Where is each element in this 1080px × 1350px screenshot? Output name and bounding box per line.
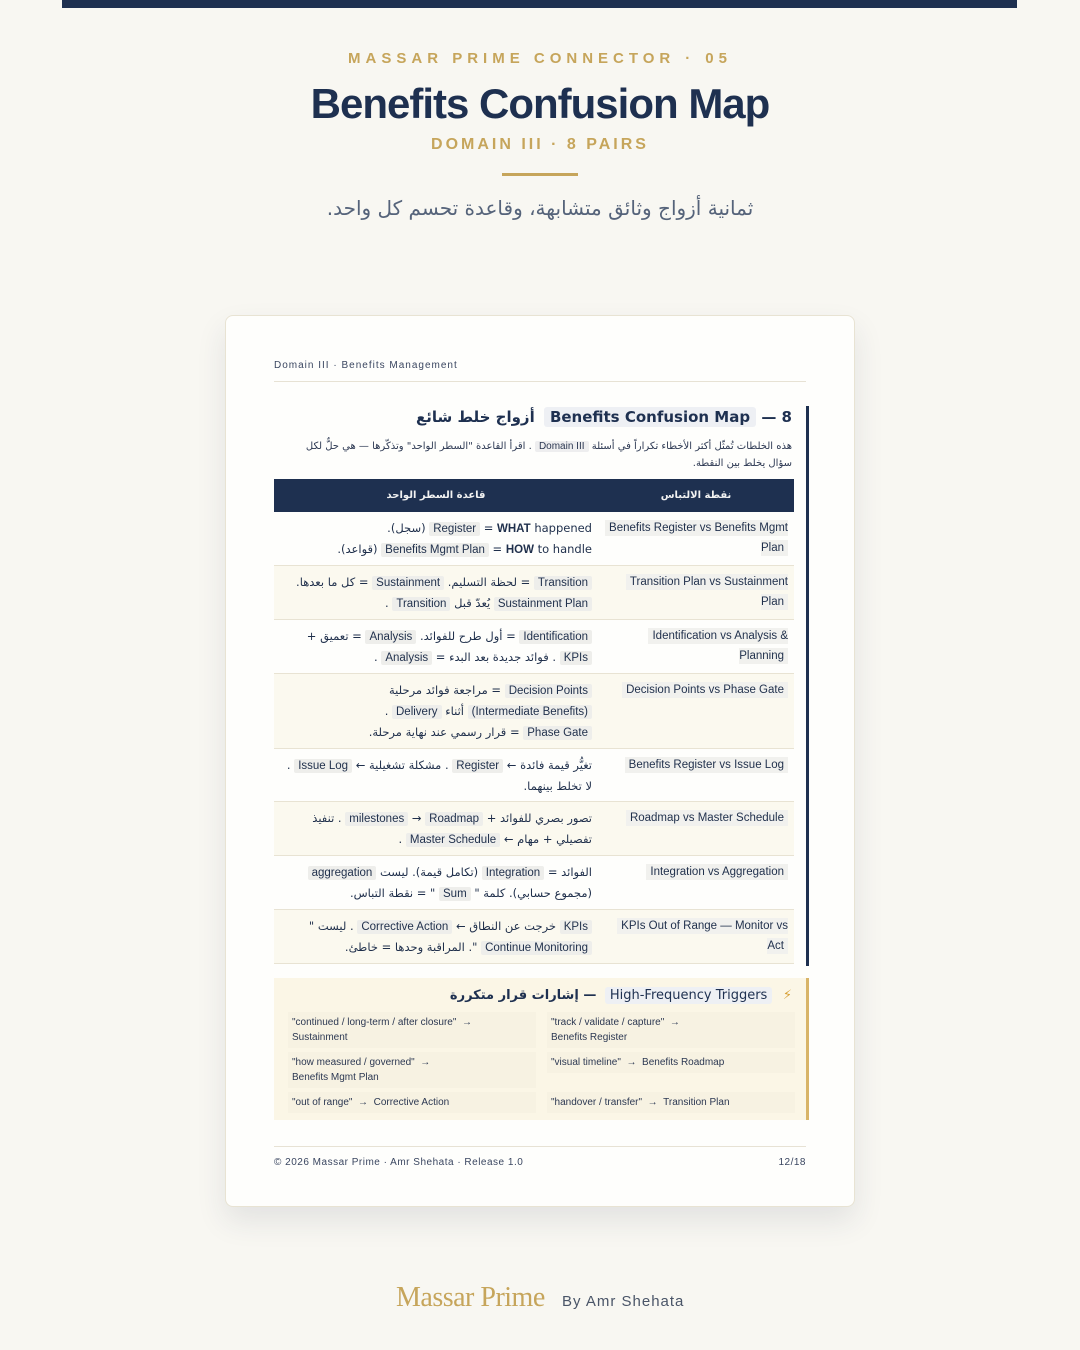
pair-label: Benefits Register vs Issue Log <box>625 757 788 773</box>
footer-copyright: © 2026 Massar Prime · Amr Shehata · Release 1.0 <box>274 1157 524 1168</box>
pair-label: Decision Points vs Phase Gate <box>622 682 788 698</box>
trigger-cue: "continued / long-term / after closure" <box>292 1017 457 1028</box>
triggers-title-ar: — إشارات قرار متكررة <box>449 988 597 1003</box>
term-chip: Transition <box>534 576 592 590</box>
term-chip: Delivery <box>392 705 442 719</box>
rule-text: . فوائد جديدة بعد البدء = <box>435 650 557 664</box>
pair-cell <box>598 749 794 802</box>
term-chip: Sum <box>439 887 471 901</box>
lightning-icon: ⚡ <box>782 988 792 1003</box>
pair-cell <box>598 620 794 674</box>
rule-text: خرجت عن النطاق ← <box>455 919 557 933</box>
term-chip: Issue Log <box>294 759 352 773</box>
page-title: Benefits Confusion Map <box>310 80 770 127</box>
rule-cell <box>274 674 598 749</box>
rule-text: تصور بصري للفوائد + <box>486 811 592 825</box>
term-chip: Decision Points <box>505 684 592 698</box>
trigger-cue: "out of range" <box>292 1097 353 1108</box>
trigger-item <box>288 1052 536 1088</box>
pair-cell <box>598 802 794 856</box>
rule-text: = أول طرح للفوائد. <box>419 629 516 643</box>
section-title-ar: — 8 أزواج خلط شائع <box>415 408 792 426</box>
eyebrow-text: MASSAR PRIME CONNECTOR <box>348 50 676 67</box>
term-chip: (Intermediate Benefits) <box>468 705 592 719</box>
term-chip: Analysis <box>365 630 416 644</box>
rule-text: (مجموع حسابي). كلمة " <box>474 886 592 900</box>
rule-text: (قواعد). <box>337 542 378 556</box>
term-chip: Analysis <box>381 651 432 665</box>
term-chip: milestones <box>345 812 408 826</box>
trigger-answer: Benefits Roadmap <box>642 1057 725 1068</box>
title-divider <box>502 173 578 176</box>
intro-code: Domain III <box>535 441 589 452</box>
confusion-map-section <box>274 406 809 966</box>
pair-label: Benefits Register vs Benefits Mgmt Plan <box>605 520 788 556</box>
breadcrumb: Domain III · Benefits Management <box>274 360 806 382</box>
arrow-icon: → <box>358 1097 369 1108</box>
term-chip: Register <box>429 522 480 536</box>
rule-text: (تكامل قيمة). ليست <box>379 865 479 879</box>
brand-byline: By Amr Shehata <box>562 1293 685 1310</box>
section-title <box>416 408 792 426</box>
term-chip: Benefits Mgmt Plan <box>381 543 489 557</box>
term-chip: KPIs <box>560 920 592 934</box>
rule-text: = كل ما بعدها. <box>296 575 369 589</box>
trigger-answer: Transition Plan <box>663 1097 730 1108</box>
eyebrow <box>0 50 1080 67</box>
rule-text: = قرار رسمي عند نهاية مرحلة. <box>368 725 520 739</box>
column-header-pair: نقطة الالتباس <box>598 479 794 512</box>
rule-text: = لحظة التسليم. <box>447 575 531 589</box>
rule-cell <box>274 620 598 674</box>
rule-text: = مراجعة فوائد مرحلية <box>389 683 502 697</box>
trigger-answer: Corrective Action <box>373 1097 450 1108</box>
page-subtitle: DOMAIN III · 8 PAIRS <box>431 136 649 153</box>
pair-label: KPIs Out of Range — Monitor vs Act <box>617 918 788 954</box>
column-header-rule: قاعدة السطر الواحد <box>274 479 598 512</box>
pair-cell <box>598 856 794 910</box>
rule-text: . <box>398 832 403 846</box>
trigger-item <box>288 1012 536 1048</box>
arrow-icon: → <box>669 1017 680 1028</box>
rule-text: happened <box>534 521 592 535</box>
rule-text: = <box>483 521 494 535</box>
rule-text: to handle <box>537 542 592 556</box>
rule-text: . مشكلة تشغيلية ← <box>355 758 449 772</box>
pair-label: Roadmap vs Master Schedule <box>626 810 788 826</box>
intro-part-b: . اقرأ القاعدة "السطر الواحد" وتذكّرها — هي حلٌّ لكل سؤال يخلط بين النقطة. <box>305 441 792 469</box>
section-intro <box>288 438 792 472</box>
table-row <box>274 566 794 620</box>
trigger-item <box>547 1092 795 1113</box>
table-row <box>274 910 794 964</box>
term-chip: aggregation <box>308 866 377 880</box>
rule-text: = تعميق + <box>306 629 362 643</box>
pair-cell <box>598 910 794 964</box>
rule-text: تفصيلي + مهام ← <box>503 832 592 846</box>
rule-cell <box>274 856 598 910</box>
rule-cell <box>274 512 598 566</box>
rule-text: الفوائد = <box>547 865 592 879</box>
arabic-tagline: ثمانية أزواج وثائق متشابهة، وقاعدة تحسم كل واحد. <box>326 196 754 220</box>
triggers-title-en: High-Frequency Triggers <box>605 987 772 1004</box>
table-row <box>274 674 794 749</box>
term-chip: Phase Gate <box>523 726 592 740</box>
rule-cell <box>274 802 598 856</box>
pair-label: Integration vs Aggregation <box>646 864 788 880</box>
trigger-cue: "visual timeline" <box>551 1057 621 1068</box>
arrow-icon: → <box>626 1057 637 1068</box>
trigger-answer: Benefits Mgmt Plan <box>292 1072 379 1083</box>
rule-text: تغيُّر قيمة فائدة ← <box>506 758 592 772</box>
document-card <box>225 315 855 1207</box>
rule-text: = <box>492 542 503 556</box>
arrow-icon: → <box>420 1057 431 1068</box>
trigger-item <box>547 1052 795 1073</box>
term-chip: Sustainment <box>372 576 444 590</box>
trigger-item <box>288 1092 536 1113</box>
rule-text: لا تخلط بينهما. <box>523 779 592 793</box>
confusion-table <box>274 479 794 964</box>
term-chip: Master Schedule <box>406 833 500 847</box>
pair-cell <box>598 512 794 566</box>
rule-cell <box>274 910 598 964</box>
term-chip: Continue Monitoring <box>481 941 592 955</box>
table-row <box>274 856 794 910</box>
rule-text: . تنفيذ <box>312 811 342 825</box>
rule-text: . ليست " <box>308 919 354 933</box>
trigger-item <box>547 1012 795 1048</box>
rule-text: . <box>384 704 389 718</box>
page-number: 12/18 <box>778 1157 806 1168</box>
term-chip: Sustainment Plan <box>494 597 592 611</box>
term-chip: Transition <box>392 597 450 611</box>
arrow-icon: → <box>411 811 422 825</box>
table-row <box>274 749 794 802</box>
top-accent-bar <box>62 0 1017 8</box>
pair-label: Identification vs Analysis & Planning <box>648 628 788 664</box>
trigger-answer: Benefits Register <box>551 1032 628 1043</box>
trigger-cue: "handover / transfer" <box>551 1097 643 1108</box>
pair-label: Transition Plan vs Sustainment Plan <box>626 574 788 610</box>
rule-emphasis: WHAT <box>497 523 531 535</box>
pair-cell <box>598 566 794 620</box>
table-row <box>274 512 794 566</box>
rule-text: . <box>385 596 389 610</box>
rule-cell <box>274 566 598 620</box>
term-chip: Corrective Action <box>357 920 452 934</box>
rule-text: (سجل). <box>387 521 426 535</box>
trigger-cue: "how measured / governed" <box>292 1057 415 1068</box>
eyebrow-separator: · <box>685 50 696 67</box>
rule-text: ". المراقبة وحدها = خاطئ. <box>344 940 478 954</box>
table-row <box>274 802 794 856</box>
rule-cell <box>274 749 598 802</box>
rule-text: . <box>286 758 291 772</box>
term-chip: KPIs <box>560 651 592 665</box>
arrow-icon: → <box>461 1017 472 1028</box>
rule-text: أثناء <box>445 704 464 718</box>
rule-text: " = نقطة التباس. <box>349 886 436 900</box>
eyebrow-number: 05 <box>705 50 732 67</box>
pair-cell <box>598 674 794 749</box>
term-chip: Integration <box>482 866 544 880</box>
card-footer <box>274 1146 806 1168</box>
intro-part-a: هذه الخلطات تُمثّل أكثر الأخطاء تكراراً في أسئلة <box>591 441 792 452</box>
trigger-cue: "track / validate / capture" <box>551 1017 665 1028</box>
term-chip: Roadmap <box>425 812 483 826</box>
rule-emphasis: HOW <box>505 544 534 556</box>
high-frequency-triggers <box>274 978 809 1120</box>
section-title-en: Benefits Confusion Map <box>544 407 756 427</box>
rule-text: يُعدّ قبل <box>454 596 491 610</box>
term-chip: Identification <box>519 630 592 644</box>
trigger-answer: Sustainment <box>292 1032 348 1043</box>
term-chip: Register <box>452 759 503 773</box>
triggers-title <box>450 988 792 1003</box>
brand-logo: Massar Prime <box>396 1282 545 1313</box>
arrow-icon: → <box>647 1097 658 1108</box>
rule-text: . <box>374 650 378 664</box>
table-row <box>274 620 794 674</box>
